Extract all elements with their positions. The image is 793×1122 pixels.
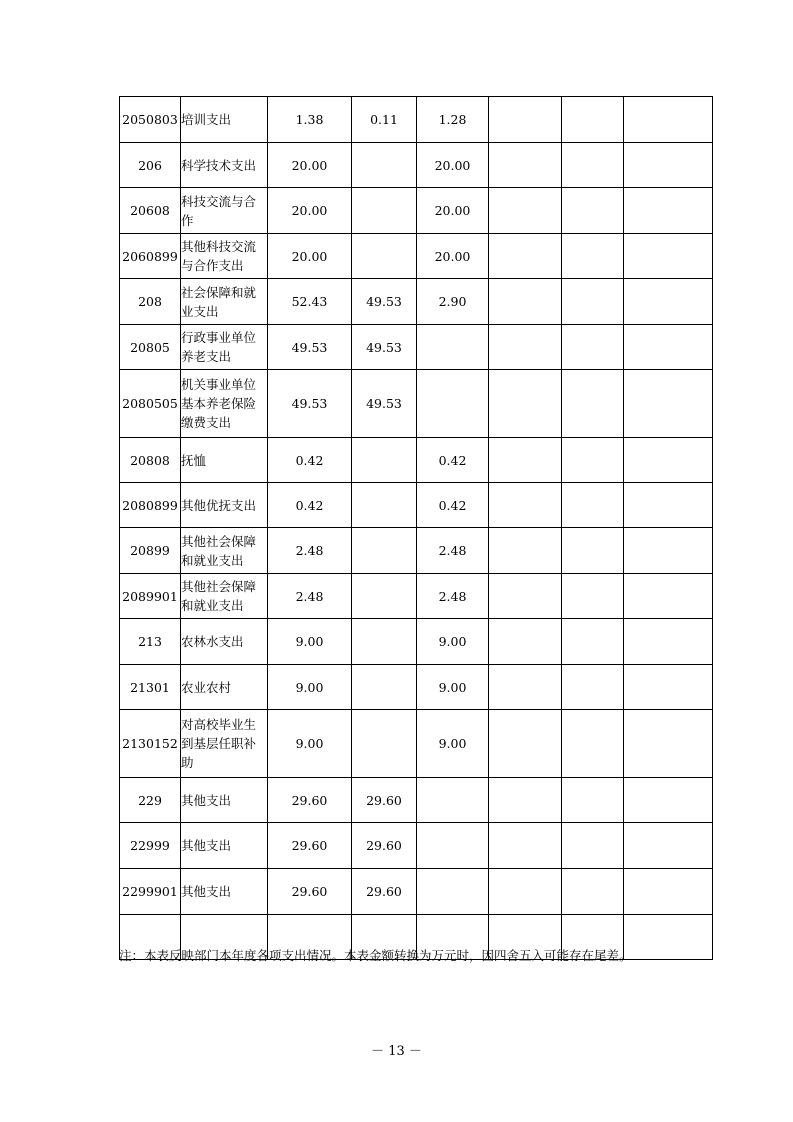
row-empty-cell (562, 279, 624, 325)
table-row (120, 619, 713, 665)
table-row (120, 234, 713, 279)
row-empty-cell (562, 619, 624, 665)
row-code: 20805 (120, 325, 181, 370)
row-name: 科技交流与合作 (181, 188, 268, 234)
row-empty-cell (489, 665, 562, 710)
row-empty-cell (489, 234, 562, 279)
row-project (417, 370, 489, 438)
table-row (120, 188, 713, 234)
row-empty-cell (562, 234, 624, 279)
row-name: 其他支出 (181, 823, 268, 869)
row-empty-cell (489, 325, 562, 370)
row-name: 行政事业单位养老支出 (181, 325, 268, 370)
row-empty-cell (624, 483, 713, 528)
row-project: 9.00 (417, 665, 489, 710)
row-project (417, 869, 489, 915)
row-empty-cell (624, 528, 713, 574)
row-total: 49.53 (268, 325, 352, 370)
row-project: 2.48 (417, 528, 489, 574)
table-row (120, 528, 713, 574)
row-empty-cell (624, 143, 713, 188)
row-empty-cell (624, 915, 713, 960)
row-basic (352, 234, 417, 279)
row-project: 9.00 (417, 619, 489, 665)
row-code: 20808 (120, 438, 181, 483)
row-total: 20.00 (268, 234, 352, 279)
row-empty-cell (624, 438, 713, 483)
row-basic: 49.53 (352, 325, 417, 370)
row-total: 0.42 (268, 483, 352, 528)
row-name: 培训支出 (181, 97, 268, 143)
row-empty-cell (562, 528, 624, 574)
row-total: 29.60 (268, 823, 352, 869)
row-total: 2.48 (268, 574, 352, 619)
row-total: 1.38 (268, 97, 352, 143)
row-empty-cell (562, 778, 624, 823)
row-empty-cell (489, 188, 562, 234)
row-basic (352, 438, 417, 483)
row-name: 其他支出 (181, 869, 268, 915)
row-empty-cell (489, 619, 562, 665)
row-project (417, 823, 489, 869)
row-basic: 49.53 (352, 279, 417, 325)
row-code: 2080505 (120, 370, 181, 438)
row-project (417, 325, 489, 370)
row-empty-cell (624, 279, 713, 325)
row-name: 社会保障和就业支出 (181, 279, 268, 325)
row-project: 2.48 (417, 574, 489, 619)
row-basic (352, 528, 417, 574)
row-total: 20.00 (268, 188, 352, 234)
row-code: 21301 (120, 665, 181, 710)
row-empty-cell (562, 869, 624, 915)
row-name: 其他支出 (181, 778, 268, 823)
table-row (120, 574, 713, 619)
row-total: 9.00 (268, 619, 352, 665)
row-total: 0.42 (268, 438, 352, 483)
row-basic (352, 574, 417, 619)
row-name: 其他社会保障和就业支出 (181, 528, 268, 574)
row-empty-cell (489, 710, 562, 778)
table-row (120, 778, 713, 823)
row-empty-cell (624, 325, 713, 370)
row-project: 9.00 (417, 710, 489, 778)
row-total: 9.00 (268, 710, 352, 778)
row-empty-cell (489, 528, 562, 574)
row-project: 20.00 (417, 143, 489, 188)
row-empty-cell (489, 869, 562, 915)
table-row (120, 483, 713, 528)
row-empty-cell (624, 188, 713, 234)
row-name: 其他科技交流与合作支出 (181, 234, 268, 279)
row-code: 2299901 (120, 869, 181, 915)
row-name: 科学技术支出 (181, 143, 268, 188)
row-empty-cell (624, 869, 713, 915)
row-project: 1.28 (417, 97, 489, 143)
row-code: 20608 (120, 188, 181, 234)
row-name: 其他社会保障和就业支出 (181, 574, 268, 619)
table-row (120, 325, 713, 370)
row-total: 52.43 (268, 279, 352, 325)
row-name: 机关事业单位基本养老保险缴费支出 (181, 370, 268, 438)
table-row (120, 665, 713, 710)
row-basic (352, 619, 417, 665)
row-code: 2089901 (120, 574, 181, 619)
row-basic: 49.53 (352, 370, 417, 438)
row-empty-cell (489, 279, 562, 325)
row-name: 农业农村 (181, 665, 268, 710)
row-empty-cell (624, 778, 713, 823)
row-code: 213 (120, 619, 181, 665)
row-code: 22999 (120, 823, 181, 869)
row-empty-cell (489, 574, 562, 619)
row-code: 2060899 (120, 234, 181, 279)
row-empty-cell (562, 710, 624, 778)
row-empty-cell (562, 665, 624, 710)
row-basic: 29.60 (352, 778, 417, 823)
table-row (120, 279, 713, 325)
page-number: － 13 － (371, 1044, 422, 1059)
row-name: 其他优抚支出 (181, 483, 268, 528)
row-basic (352, 665, 417, 710)
row-empty-cell (489, 370, 562, 438)
table-body (120, 97, 713, 960)
row-name: 抚恤 (181, 438, 268, 483)
table-row (120, 438, 713, 483)
row-empty-cell (562, 370, 624, 438)
row-empty-cell (624, 234, 713, 279)
table-row (120, 823, 713, 869)
row-basic: 0.11 (352, 97, 417, 143)
table-row (120, 143, 713, 188)
row-code: 20899 (120, 528, 181, 574)
table-note: 注：本表反映部门本年度各项支出情况。本表金额转换为万元时，因四舍五入可能存在尾差。 (119, 948, 632, 963)
row-project: 20.00 (417, 188, 489, 234)
row-project: 20.00 (417, 234, 489, 279)
row-code: 2130152 (120, 710, 181, 778)
row-total: 29.60 (268, 869, 352, 915)
row-empty-cell (562, 574, 624, 619)
row-basic (352, 143, 417, 188)
row-basic: 29.60 (352, 823, 417, 869)
row-empty-cell (489, 483, 562, 528)
row-empty-cell (562, 325, 624, 370)
row-code: 2050803 (120, 97, 181, 143)
row-empty-cell (624, 574, 713, 619)
row-basic: 29.60 (352, 869, 417, 915)
row-project: 0.42 (417, 483, 489, 528)
row-empty-cell (489, 823, 562, 869)
row-empty-cell (624, 823, 713, 869)
row-project (417, 778, 489, 823)
table-row (120, 869, 713, 915)
row-total: 20.00 (268, 143, 352, 188)
row-name: 农林水支出 (181, 619, 268, 665)
row-code: 229 (120, 778, 181, 823)
row-empty-cell (624, 619, 713, 665)
row-project: 2.90 (417, 279, 489, 325)
row-empty-cell (489, 97, 562, 143)
row-code: 206 (120, 143, 181, 188)
row-total: 2.48 (268, 528, 352, 574)
row-code: 2080899 (120, 483, 181, 528)
row-empty-cell (624, 370, 713, 438)
row-total: 29.60 (268, 778, 352, 823)
row-empty-cell (489, 143, 562, 188)
row-total: 49.53 (268, 370, 352, 438)
row-code: 208 (120, 279, 181, 325)
table-row (120, 710, 713, 778)
row-empty-cell (624, 665, 713, 710)
row-name: 对高校毕业生到基层任职补助 (181, 710, 268, 778)
table-row (120, 97, 713, 143)
expenditure-table (119, 96, 713, 960)
row-empty-cell (562, 97, 624, 143)
table-row (120, 370, 713, 438)
row-empty-cell (624, 710, 713, 778)
row-empty-cell (562, 483, 624, 528)
row-empty-cell (562, 823, 624, 869)
row-empty-cell (562, 188, 624, 234)
row-basic (352, 483, 417, 528)
row-empty-cell (624, 97, 713, 143)
row-empty-cell (562, 143, 624, 188)
row-basic (352, 710, 417, 778)
row-empty-cell (489, 438, 562, 483)
row-empty-cell (562, 438, 624, 483)
row-empty-cell (489, 778, 562, 823)
row-total: 9.00 (268, 665, 352, 710)
row-basic (352, 188, 417, 234)
row-project: 0.42 (417, 438, 489, 483)
